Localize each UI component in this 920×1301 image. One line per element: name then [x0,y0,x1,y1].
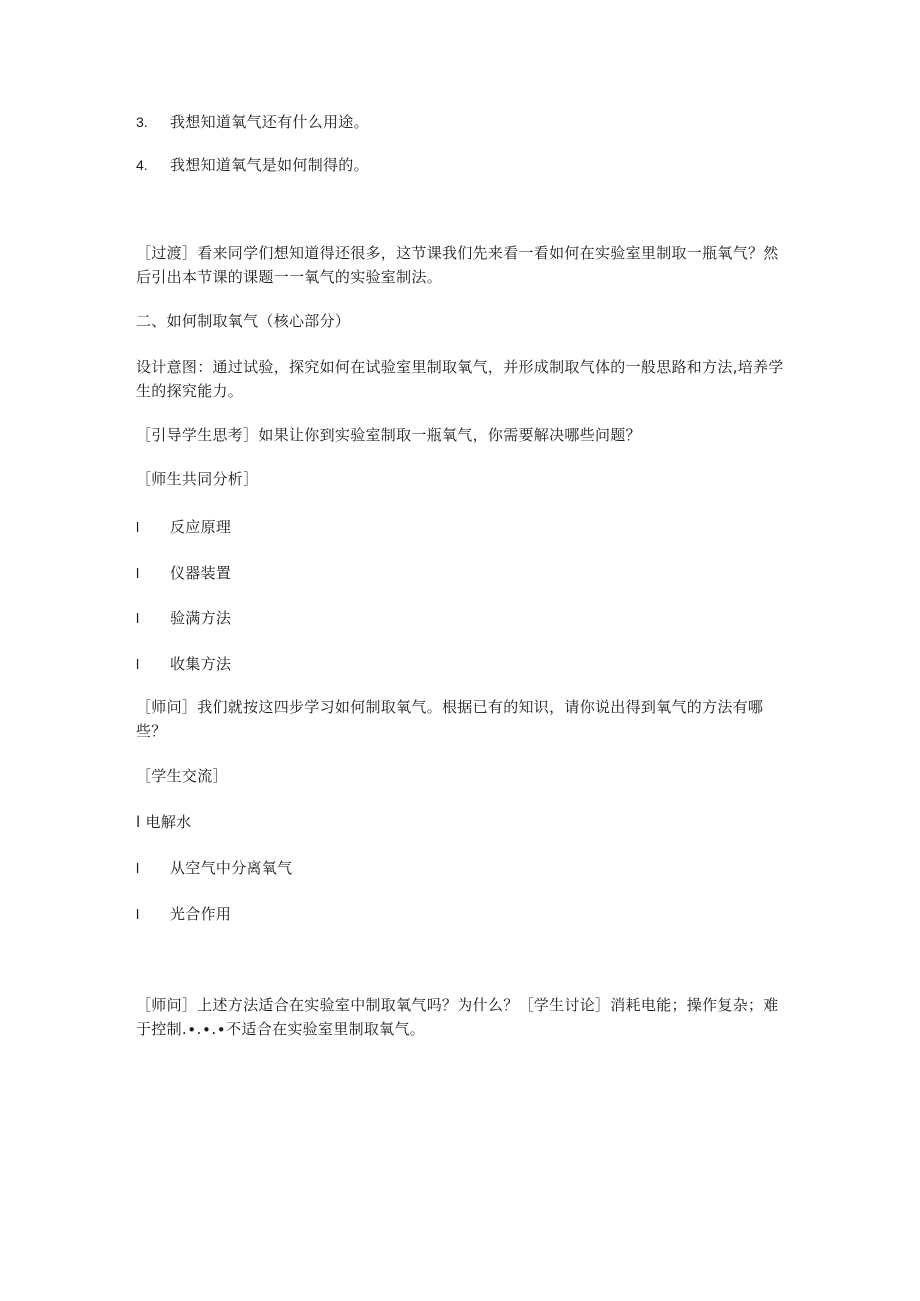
bullet-marker: l [136,565,140,581]
bullet-marker: l [136,610,140,626]
analysis-label: ［师生共同分析］ [136,470,259,488]
numbered-item-text: 我想知道氧气还有什么用途。 [170,113,369,131]
transition-paragraph: ［过渡］看来同学们想知道得还很多，这节课我们先来看一看如何在实验室里制取一瓶氧气？然后引出本节课的课题一一氧气的实验室制法。 [136,244,779,286]
design-intent-paragraph: 设计意图：通过试验，探究如何在试验室里制取氧气，并形成制取气体的一般思路和方法,培养学生的探究能力。 [136,358,784,400]
analysis-item: 反应原理 [170,518,232,536]
section-heading: 二、如何制取氧气（核心部分） [136,312,351,330]
numbered-item-text: 我想知道氧气是如何制得的。 [170,156,369,174]
numbered-item-number: 4. [136,157,148,173]
teacher-question-discussion-paragraph: ［师问］上述方法适合在实验室中制取氧气吗？为什么？［学生讨论］消耗电能；操作复杂；难于控制.∙.∙.∙不适合在实验室里制取氧气。 [136,996,779,1038]
bullet-marker: l [136,860,140,876]
analysis-item: 收集方法 [170,655,232,673]
bullet-marker: l [136,519,140,535]
numbered-item-number: 3. [136,114,148,130]
analysis-item: 仪器装置 [170,564,232,582]
analysis-item: 验满方法 [170,609,232,627]
exchange-item-first: l 电解水 [136,813,192,831]
exchange-label: ［学生交流］ [136,767,228,785]
bullet-marker: l [136,656,140,672]
exchange-item: 从空气中分离氧气 [170,859,293,877]
teacher-question-paragraph: ［师问］我们就按这四步学习如何制取氧气。根据已有的知识，请你说出得到氧气的方法有哪些？ [136,698,764,740]
exchange-item: 光合作用 [170,905,232,923]
bullet-marker: l [136,906,140,922]
guide-question: ［引导学生思考］如果让你到实验室制取一瓶氧气，你需要解决哪些问题？ [136,426,641,444]
